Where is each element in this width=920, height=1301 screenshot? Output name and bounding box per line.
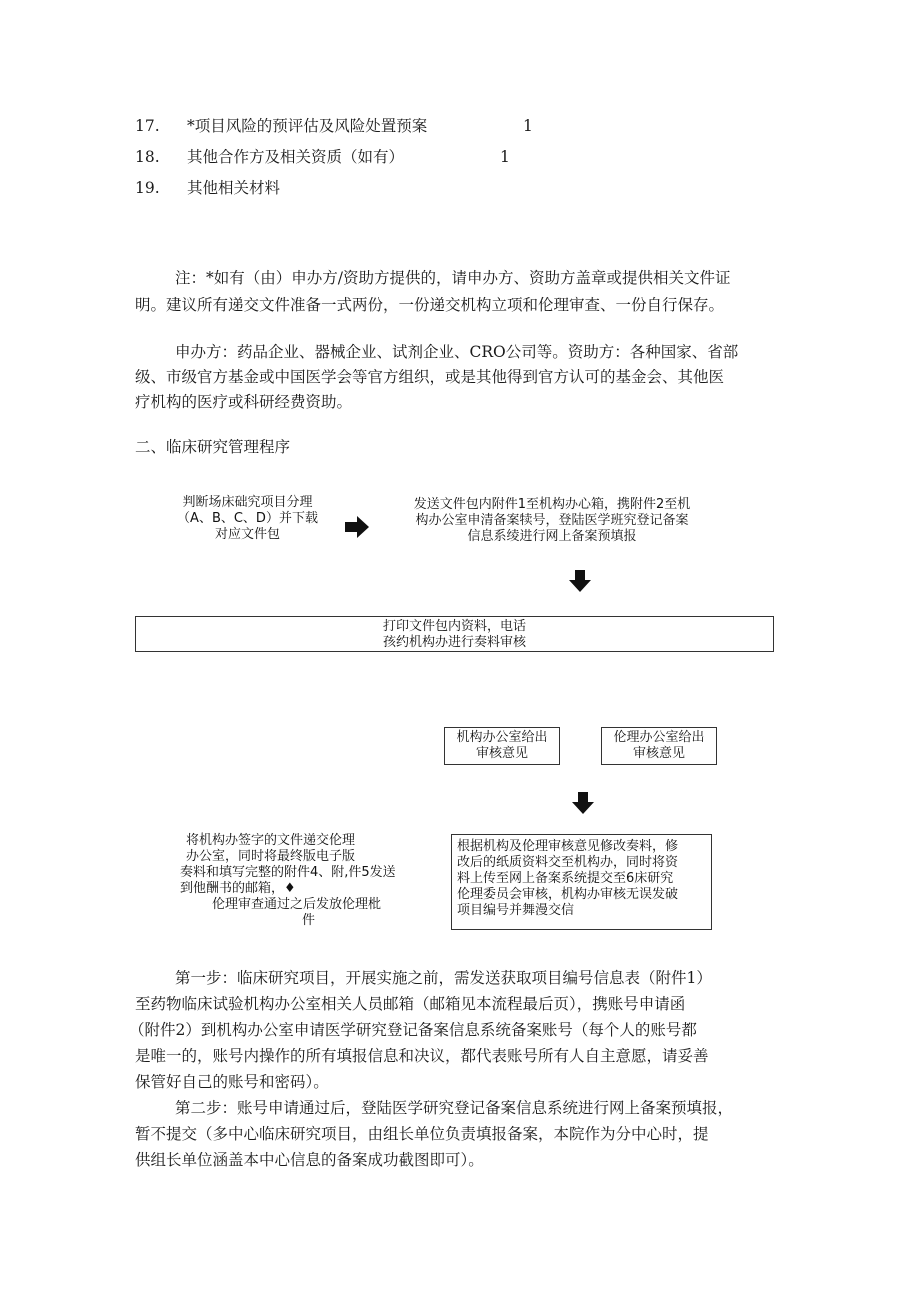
sponsor-line-2: 级、市级官方基金或中国医学会等官方组织，或是其他得到官方认可的基金会、其他医 xyxy=(135,368,725,386)
list-item-17: *项目风险的预评估及风险处置预案 xyxy=(187,117,428,135)
flow-step-2 xyxy=(372,497,732,545)
list-count-17: 1 xyxy=(523,117,533,135)
sponsor-line-1: 申办方：药品企业、器械企业、试剂企业、CRO公司等。资助方：各种国家、省部 xyxy=(175,343,739,361)
list-num-18: 18. xyxy=(135,148,160,166)
revise-line: 改后的纸质资料交至机构办，同时将资 xyxy=(457,855,679,870)
flow-step-3-line: 孩约机构办进行奏料审核 xyxy=(382,635,526,650)
flow-step-3-line: 打印文件包内资料，电话 xyxy=(382,619,526,634)
step-two-line-1: 第二步：账号申请通过后，登陆医学研究登记备案信息系统进行网上备案预填报， xyxy=(175,1099,734,1117)
list-item-18: 其他合作方及相关资质（如有） xyxy=(187,148,405,166)
flow-step-2-line: 构办公室申清备案犊号，登陆医学班究登记备案 xyxy=(415,513,689,528)
flow-step-1 xyxy=(160,495,335,543)
step-one-line-1: 第一步：临床研究项目，开展实施之前，需发送获取项目编号信息表（附件1） xyxy=(175,969,712,987)
sponsor-line-3: 疗机构的医疗或科研经费资助。 xyxy=(135,393,353,411)
step-two-line-3: 供组长单位涵盖本中心信息的备案成功截图即可）。 xyxy=(135,1151,484,1169)
down-arrow-icon xyxy=(572,792,594,814)
flow-step-3 xyxy=(135,616,774,652)
submit-line: 伦理审查通过之后发放伦理枇 xyxy=(212,897,382,912)
flow-step-1-line: （A、B、C、D）并下载 xyxy=(177,511,318,526)
submit-ethics-text xyxy=(180,833,440,929)
ethics-review-line: 审核意见 xyxy=(632,746,685,761)
institution-review-line: 机构办公室给出 xyxy=(456,730,548,745)
flow-step-1-line: 判断场床础究项目分理 xyxy=(182,495,313,510)
submit-line: 办公室，同时将最终版电子版 xyxy=(186,849,356,864)
ethics-review-box xyxy=(601,727,717,765)
revise-line: 伦理委员会审核，机构办审核无误发破 xyxy=(457,887,679,902)
submit-line: 将机构办签字的文件递交伦理 xyxy=(186,833,356,848)
submit-line: 奏料和填写完整的附件4、附,件5发送 xyxy=(180,865,396,880)
list-count-18: 1 xyxy=(500,148,510,166)
note-line-1: 注：*如有（由）申办方/资助方提供的，请申办方、资助方盖章或提供相关文件证 xyxy=(175,269,731,287)
list-num-19: 19. xyxy=(135,179,160,197)
note-line-2: 明。建议所有递交文件准备一式两份，一份递交机构立项和伦理审查、一份自行保存。 xyxy=(135,296,725,314)
institution-review-line: 审核意见 xyxy=(475,746,528,761)
right-arrow-icon xyxy=(345,516,369,538)
flow-step-2-line: 信息系绫进行网上备案预填报 xyxy=(467,529,637,544)
revise-line: 料上传至网上备案系统提交至6床研究 xyxy=(457,871,674,886)
list-num-17: 17. xyxy=(135,117,160,135)
institution-review-box xyxy=(444,727,560,765)
flow-step-1-line: 对应文件包 xyxy=(214,527,280,542)
list-item-19: 其他相关材料 xyxy=(187,179,281,197)
revise-line: 项目编号并舞漫交信 xyxy=(457,903,575,918)
flow-step-2-line: 发送文件包内附件1至机构办心箱，携附件2至机 xyxy=(413,497,691,512)
revise-box xyxy=(451,834,712,930)
down-arrow-icon xyxy=(569,570,591,592)
ethics-review-line: 伦理办公室给出 xyxy=(613,730,705,745)
step-one-line-5: 保管好自己的账号和密码）。 xyxy=(135,1073,329,1091)
step-one-line-3: （附件2）到机构办公室申请医学研究登记备案信息系统备案账号（每个人的账号都 xyxy=(129,1021,697,1039)
revise-line: 根据机构及伦理审核意见修改奏料，修 xyxy=(457,839,679,854)
step-one-line-4: 是唯一的，账号内操作的所有填报信息和决议，都代表账号所有人自主意愿，请妥善 xyxy=(135,1047,709,1065)
submit-line: 件 xyxy=(302,913,316,928)
step-two-line-2: 暂不提交（多中心临床研究项目，由组长单位负责填报备案，本院作为分中心时，提 xyxy=(135,1125,709,1143)
step-one-line-2: 至药物临床试验机构办公室相关人员邮箱（邮箱见本流程最后页），携账号申请函 xyxy=(135,995,686,1013)
submit-line: 到他酬书的邮箱，♦ xyxy=(180,881,296,896)
section-title: 二、临床研究管理程序 xyxy=(135,438,291,456)
